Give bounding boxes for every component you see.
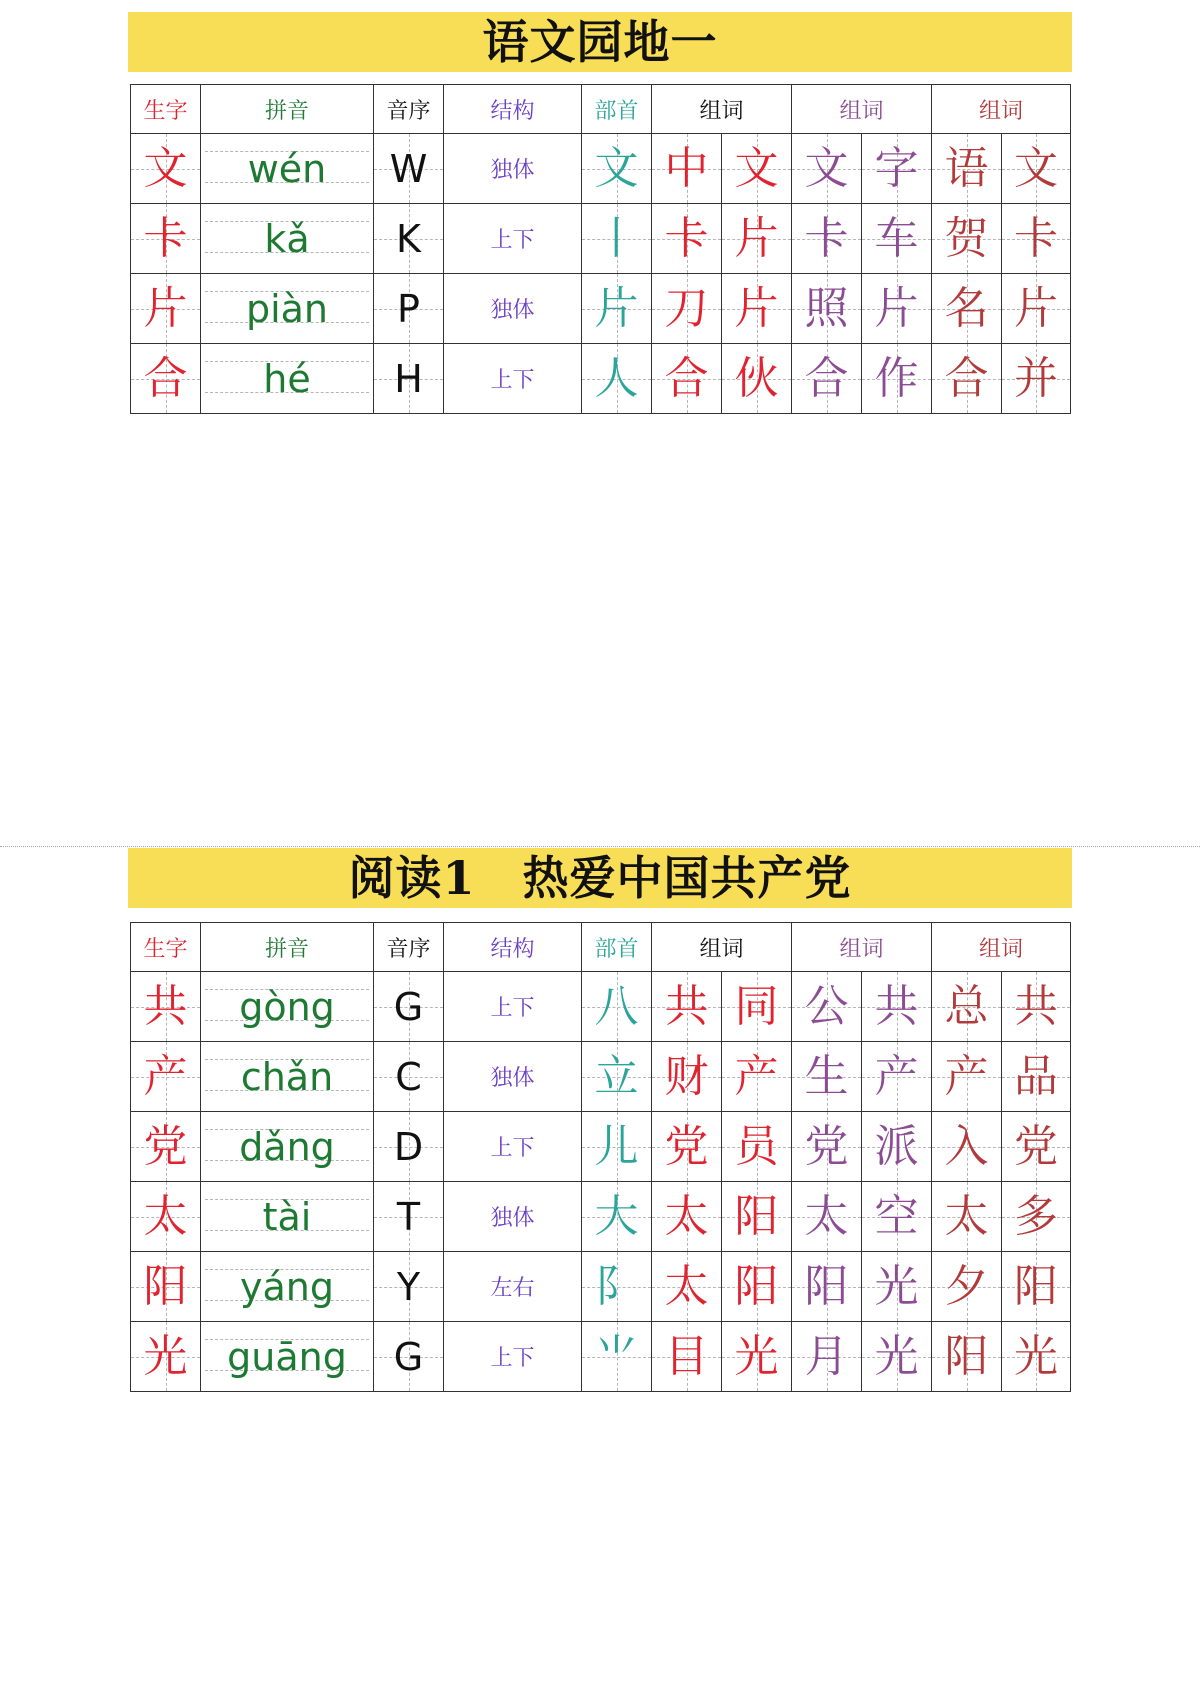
char-cell-text: 阳 — [143, 1260, 188, 1312]
pinyin-cell — [201, 344, 374, 414]
word1-char-1-text: 目 — [664, 1330, 709, 1382]
word2-char-1-text: 太 — [804, 1190, 849, 1242]
word3-char-2 — [1002, 274, 1071, 344]
word2-char-2 — [862, 1182, 932, 1252]
word3-char-2 — [1002, 1252, 1071, 1322]
letter-order-cell — [374, 1252, 444, 1322]
radical-cell — [582, 204, 652, 274]
word3-char-2-text: 品 — [1014, 1050, 1059, 1102]
structure-cell — [444, 204, 582, 274]
pinyin-cell — [201, 1182, 374, 1252]
word3-char-1 — [932, 1182, 1002, 1252]
pinyin-cell-text: wén — [247, 146, 327, 191]
word1-char-2 — [722, 1322, 792, 1392]
radical-cell-text: 立 — [594, 1050, 639, 1102]
word3-char-2 — [1002, 134, 1071, 204]
word2-char-2 — [862, 204, 932, 274]
word2-char-2-text: 产 — [874, 1050, 919, 1102]
word2-char-2-text: 片 — [874, 282, 919, 334]
word2-char-1-text: 卡 — [804, 212, 849, 264]
word1-char-1-text: 党 — [664, 1120, 709, 1172]
table-row — [131, 1112, 1071, 1182]
letter-order-cell-text: P — [397, 286, 420, 331]
word3-char-2 — [1002, 344, 1071, 414]
table-row — [131, 1042, 1071, 1112]
header-radical: 部首 — [582, 923, 652, 972]
word2-char-2 — [862, 1322, 932, 1392]
word2-char-2 — [862, 972, 932, 1042]
char-cell-text: 卡 — [143, 212, 188, 264]
word3-char-1 — [932, 134, 1002, 204]
word3-char-2 — [1002, 204, 1071, 274]
radical-cell — [582, 972, 652, 1042]
word3-char-1-text: 阳 — [944, 1330, 989, 1382]
radical-cell — [582, 344, 652, 414]
header-words-3: 组词 — [932, 85, 1071, 134]
word1-char-2-text: 伙 — [734, 352, 779, 404]
word2-char-2-text: 空 — [874, 1190, 919, 1242]
char-cell — [131, 1042, 201, 1112]
structure-cell — [444, 1042, 582, 1112]
char-cell — [131, 1182, 201, 1252]
pinyin-cell-text: piàn — [245, 286, 329, 331]
char-cell-text: 太 — [143, 1190, 188, 1242]
header-pinyin: 拼音 — [201, 923, 374, 972]
word1-char-2-text: 片 — [734, 282, 779, 334]
table-row — [131, 134, 1071, 204]
pinyin-cell-text: dǎng — [239, 1124, 335, 1169]
pinyin-cell — [201, 1112, 374, 1182]
word1-char-2 — [722, 274, 792, 344]
word3-char-1 — [932, 1112, 1002, 1182]
word3-char-2 — [1002, 1112, 1071, 1182]
radical-cell-text: 人 — [594, 352, 639, 404]
word3-char-2-text: 共 — [1014, 980, 1059, 1032]
structure-cell-text: 独体 — [490, 158, 535, 183]
pinyin-cell — [201, 204, 374, 274]
header-char: 生字 — [131, 923, 201, 972]
structure-cell-text: 上下 — [490, 996, 535, 1021]
word3-char-1-text: 产 — [944, 1050, 989, 1102]
word1-char-2 — [722, 1252, 792, 1322]
word1-char-2 — [722, 204, 792, 274]
word2-char-1 — [792, 1322, 862, 1392]
radical-cell-text: 儿 — [594, 1120, 639, 1172]
radical-cell — [582, 134, 652, 204]
char-cell-text: 产 — [143, 1050, 188, 1102]
char-cell-text: 文 — [143, 142, 188, 194]
word3-char-2-text: 多 — [1014, 1190, 1059, 1242]
page-break-line — [0, 846, 1200, 847]
word1-char-2 — [722, 344, 792, 414]
word3-char-1-text: 总 — [944, 980, 989, 1032]
word1-char-2 — [722, 134, 792, 204]
pinyin-cell — [201, 1042, 374, 1112]
word2-char-2 — [862, 134, 932, 204]
character-table — [130, 84, 1071, 414]
word1-char-1 — [652, 1112, 722, 1182]
char-cell — [131, 344, 201, 414]
char-cell — [131, 972, 201, 1042]
structure-cell — [444, 1322, 582, 1392]
header-order: 音序 — [374, 85, 444, 134]
word1-char-2-text: 片 — [734, 212, 779, 264]
word3-char-1 — [932, 204, 1002, 274]
table-row — [131, 204, 1071, 274]
word3-char-2-text: 光 — [1014, 1330, 1059, 1382]
section-title: 语文园地一 — [128, 12, 1072, 72]
pinyin-cell-text: yáng — [240, 1264, 334, 1309]
word1-char-1 — [652, 972, 722, 1042]
word2-char-1 — [792, 1182, 862, 1252]
word1-char-2 — [722, 1042, 792, 1112]
letter-order-cell-text: Y — [396, 1264, 421, 1309]
char-cell-text: 党 — [143, 1120, 188, 1172]
word2-char-2-text: 派 — [874, 1120, 919, 1172]
radical-cell-text: 片 — [594, 282, 639, 334]
radical-cell-text: ⺌ — [594, 1330, 639, 1382]
pinyin-cell-text: kǎ — [264, 216, 310, 261]
word2-char-2 — [862, 1042, 932, 1112]
word2-char-1 — [792, 274, 862, 344]
radical-cell-text: 八 — [594, 980, 639, 1032]
word3-char-2-text: 文 — [1014, 142, 1059, 194]
header-words-1: 组词 — [652, 923, 792, 972]
structure-cell — [444, 1252, 582, 1322]
pinyin-cell — [201, 972, 374, 1042]
structure-cell-text: 独体 — [490, 1206, 535, 1231]
char-cell-text: 片 — [143, 282, 188, 334]
character-table — [130, 922, 1071, 1392]
word2-char-1-text: 文 — [804, 142, 849, 194]
word3-char-2 — [1002, 1182, 1071, 1252]
char-cell — [131, 1252, 201, 1322]
word2-char-2-text: 共 — [874, 980, 919, 1032]
header-row — [131, 923, 1071, 972]
word1-char-1-text: 刀 — [664, 282, 709, 334]
structure-cell-text: 独体 — [490, 298, 535, 323]
header-words-2: 组词 — [792, 85, 932, 134]
radical-cell — [582, 274, 652, 344]
word2-char-1 — [792, 1112, 862, 1182]
word3-char-2-text: 并 — [1014, 352, 1059, 404]
structure-cell-text: 上下 — [490, 1136, 535, 1161]
structure-cell — [444, 274, 582, 344]
letter-order-cell — [374, 1112, 444, 1182]
table-row — [131, 1252, 1071, 1322]
header-words-3: 组词 — [932, 923, 1071, 972]
word3-char-1 — [932, 1322, 1002, 1392]
word2-char-1-text: 月 — [804, 1330, 849, 1382]
letter-order-cell-text: T — [396, 1194, 421, 1239]
word2-char-2 — [862, 274, 932, 344]
word2-char-2 — [862, 344, 932, 414]
structure-cell-text: 上下 — [490, 228, 535, 253]
word3-char-1 — [932, 344, 1002, 414]
pinyin-cell — [201, 1322, 374, 1392]
header-words-1: 组词 — [652, 85, 792, 134]
header-row — [131, 85, 1071, 134]
radical-cell — [582, 1322, 652, 1392]
word2-char-1 — [792, 134, 862, 204]
word2-char-2-text: 作 — [874, 352, 919, 404]
word2-char-1-text: 生 — [804, 1050, 849, 1102]
structure-cell-text: 独体 — [490, 1066, 535, 1091]
letter-order-cell — [374, 204, 444, 274]
word3-char-1 — [932, 1252, 1002, 1322]
letter-order-cell — [374, 1042, 444, 1112]
word1-char-1-text: 共 — [664, 980, 709, 1032]
char-cell — [131, 1112, 201, 1182]
word1-char-2-text: 同 — [734, 980, 779, 1032]
word2-char-1 — [792, 204, 862, 274]
word3-char-1 — [932, 274, 1002, 344]
pinyin-cell — [201, 1252, 374, 1322]
char-cell — [131, 204, 201, 274]
word1-char-1-text: 太 — [664, 1260, 709, 1312]
word3-char-1-text: 太 — [944, 1190, 989, 1242]
word1-char-2-text: 产 — [734, 1050, 779, 1102]
pinyin-cell-text: gòng — [239, 984, 335, 1029]
char-cell — [131, 134, 201, 204]
word2-char-1 — [792, 972, 862, 1042]
table-row — [131, 1322, 1071, 1392]
word1-char-1 — [652, 134, 722, 204]
letter-order-cell — [374, 134, 444, 204]
letter-order-cell-text: W — [389, 146, 428, 191]
word1-char-1 — [652, 1042, 722, 1112]
word3-char-2 — [1002, 1042, 1071, 1112]
letter-order-cell — [374, 972, 444, 1042]
section-title: 阅读1 热爱中国共产党 — [128, 848, 1072, 908]
word2-char-1-text: 党 — [804, 1120, 849, 1172]
word1-char-1-text: 财 — [664, 1050, 709, 1102]
word1-char-1-text: 卡 — [664, 212, 709, 264]
char-cell — [131, 1322, 201, 1392]
section-reading-1 — [130, 848, 1070, 1392]
word3-char-1-text: 合 — [944, 352, 989, 404]
word1-char-1 — [652, 344, 722, 414]
section-yuwen-yuandi — [130, 12, 1070, 414]
structure-cell — [444, 972, 582, 1042]
word1-char-2 — [722, 1112, 792, 1182]
letter-order-cell — [374, 1322, 444, 1392]
letter-order-cell-text: D — [393, 1124, 424, 1169]
table-row — [131, 344, 1071, 414]
structure-cell — [444, 344, 582, 414]
word3-char-2 — [1002, 1322, 1071, 1392]
word3-char-1-text: 贺 — [944, 212, 989, 264]
word2-char-1 — [792, 1042, 862, 1112]
word2-char-2 — [862, 1112, 932, 1182]
radical-cell-text: 丨 — [594, 212, 639, 264]
word2-char-1 — [792, 1252, 862, 1322]
letter-order-cell-text: C — [395, 1054, 422, 1099]
word1-char-2 — [722, 1182, 792, 1252]
letter-order-cell — [374, 274, 444, 344]
radical-cell-text: 大 — [594, 1190, 639, 1242]
letter-order-cell — [374, 1182, 444, 1252]
word3-char-1-text: 入 — [944, 1120, 989, 1172]
word1-char-1 — [652, 1182, 722, 1252]
header-structure: 结构 — [444, 923, 582, 972]
word2-char-2-text: 光 — [874, 1330, 919, 1382]
word3-char-2-text: 党 — [1014, 1120, 1059, 1172]
pinyin-cell — [201, 134, 374, 204]
word2-char-1-text: 阳 — [804, 1260, 849, 1312]
structure-cell — [444, 1112, 582, 1182]
word2-char-1 — [792, 344, 862, 414]
word1-char-2-text: 阳 — [734, 1260, 779, 1312]
pinyin-cell-text: hé — [263, 356, 311, 401]
word2-char-2-text: 车 — [874, 212, 919, 264]
word1-char-1 — [652, 1252, 722, 1322]
word2-char-2 — [862, 1252, 932, 1322]
structure-cell-text: 左右 — [490, 1276, 535, 1301]
header-structure: 结构 — [444, 85, 582, 134]
table-row — [131, 274, 1071, 344]
header-order: 音序 — [374, 923, 444, 972]
word2-char-2-text: 光 — [874, 1260, 919, 1312]
letter-order-cell-text: K — [396, 216, 421, 261]
char-cell-text: 光 — [143, 1330, 188, 1382]
word3-char-2 — [1002, 972, 1071, 1042]
word3-char-1-text: 名 — [944, 282, 989, 334]
word1-char-1 — [652, 274, 722, 344]
letter-order-cell-text: H — [394, 356, 423, 401]
header-char: 生字 — [131, 85, 201, 134]
letter-order-cell — [374, 344, 444, 414]
word3-char-1-text: 语 — [944, 142, 989, 194]
word3-char-2-text: 片 — [1014, 282, 1059, 334]
radical-cell-text: 阝 — [594, 1260, 639, 1312]
word1-char-2 — [722, 972, 792, 1042]
pinyin-cell-text: tài — [262, 1194, 312, 1239]
word1-char-1-text: 合 — [664, 352, 709, 404]
word1-char-2-text: 阳 — [734, 1190, 779, 1242]
table-row — [131, 972, 1071, 1042]
word1-char-2-text: 光 — [734, 1330, 779, 1382]
word2-char-1-text: 公 — [804, 980, 849, 1032]
header-pinyin: 拼音 — [201, 85, 374, 134]
structure-cell-text: 上下 — [490, 368, 535, 393]
header-radical: 部首 — [582, 85, 652, 134]
structure-cell — [444, 134, 582, 204]
word1-char-1-text: 太 — [664, 1190, 709, 1242]
word1-char-2-text: 文 — [734, 142, 779, 194]
radical-cell — [582, 1112, 652, 1182]
radical-cell-text: 文 — [594, 142, 639, 194]
word1-char-1-text: 中 — [664, 142, 709, 194]
word3-char-1 — [932, 972, 1002, 1042]
word1-char-1 — [652, 1322, 722, 1392]
char-cell-text: 共 — [143, 980, 188, 1032]
letter-order-cell-text: G — [393, 984, 424, 1029]
radical-cell — [582, 1182, 652, 1252]
table-row — [131, 1182, 1071, 1252]
structure-cell — [444, 1182, 582, 1252]
word3-char-2-text: 阳 — [1014, 1260, 1059, 1312]
structure-cell-text: 上下 — [490, 1346, 535, 1371]
char-cell-text: 合 — [143, 352, 188, 404]
word2-char-1-text: 照 — [804, 282, 849, 334]
word3-char-1 — [932, 1042, 1002, 1112]
radical-cell — [582, 1252, 652, 1322]
header-words-2: 组词 — [792, 923, 932, 972]
word3-char-1-text: 夕 — [944, 1260, 989, 1312]
word2-char-2-text: 字 — [874, 142, 919, 194]
letter-order-cell-text: G — [393, 1334, 424, 1379]
pinyin-cell-text: chǎn — [240, 1054, 334, 1099]
pinyin-cell — [201, 274, 374, 344]
word1-char-2-text: 员 — [734, 1120, 779, 1172]
word2-char-1-text: 合 — [804, 352, 849, 404]
char-cell — [131, 274, 201, 344]
pinyin-cell-text: guāng — [227, 1334, 347, 1379]
word3-char-2-text: 卡 — [1014, 212, 1059, 264]
radical-cell — [582, 1042, 652, 1112]
word1-char-1 — [652, 204, 722, 274]
